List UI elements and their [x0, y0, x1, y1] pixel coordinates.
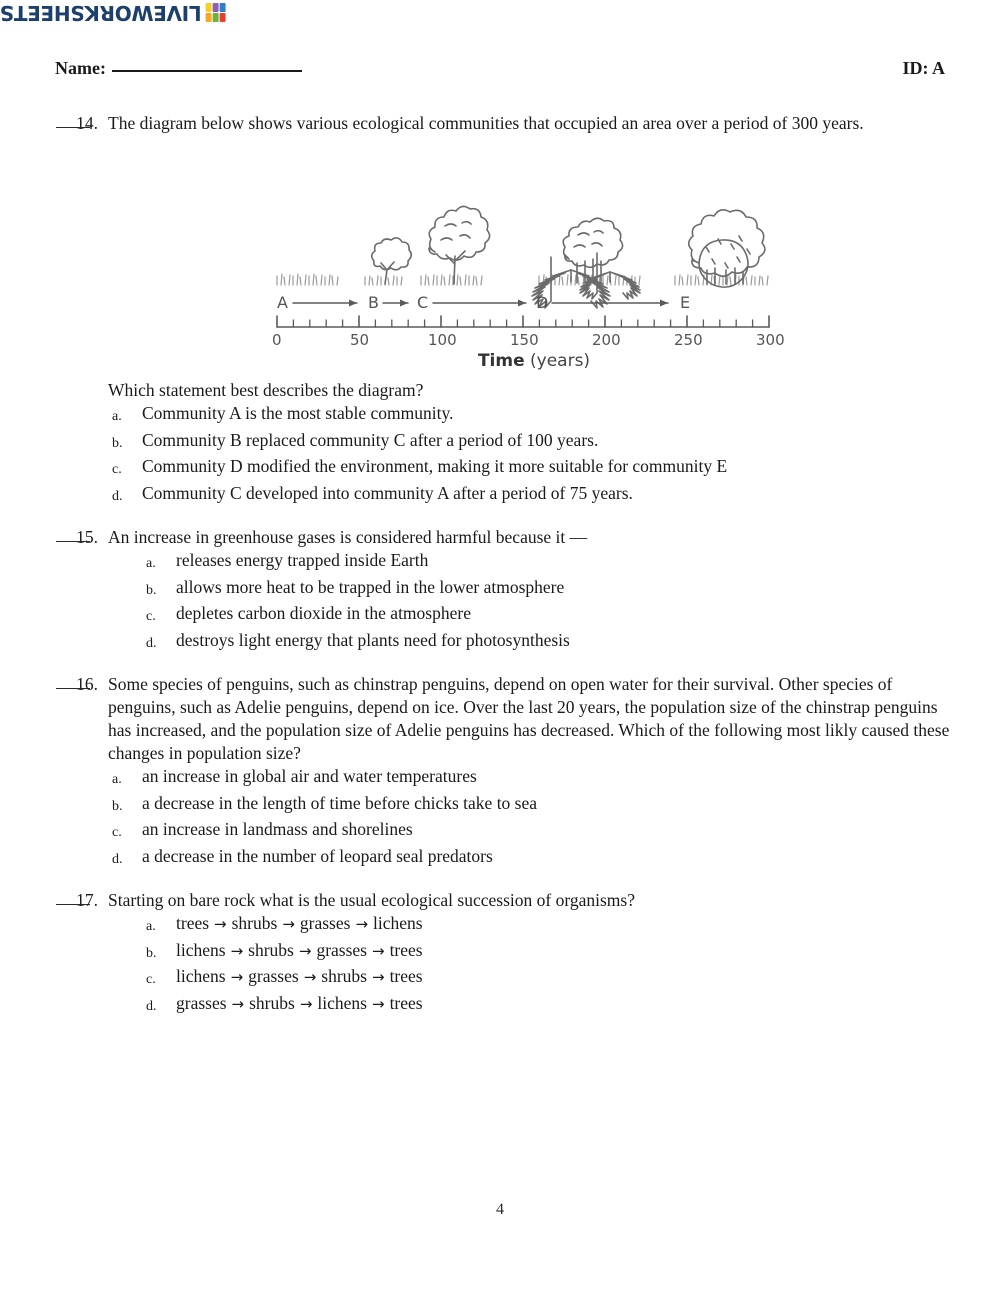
choice-16-c[interactable] [112, 818, 960, 845]
choice-15-b[interactable] [146, 576, 960, 603]
question-subprompt-14: Which statement best describes the diagram? [108, 380, 424, 400]
choice-text: releases energy trapped inside Earth [176, 550, 429, 570]
choice-letter: a. [112, 772, 122, 787]
liveworksheets-logo [0, 0, 226, 26]
choice-14-c[interactable] [112, 455, 960, 482]
right-arrow-icon: → [230, 968, 244, 986]
choice-15-c[interactable] [146, 602, 960, 629]
axis-tick-200: 200 [592, 331, 621, 348]
name-label: Name: [55, 58, 106, 78]
sequence-term: shrubs [321, 966, 367, 986]
right-arrow-icon: → [298, 941, 312, 960]
stage-e-deciduous-forest [689, 210, 765, 287]
sequence-term: grasses [299, 913, 351, 933]
colored-squares-grid-icon [206, 4, 226, 23]
choice-17-a[interactable] [146, 912, 960, 939]
succession-arrows [293, 300, 668, 307]
answer-blank-14[interactable] [56, 126, 90, 128]
sequence-term: grasses [248, 966, 299, 986]
right-arrow-icon: → [282, 915, 295, 933]
form-id-label: ID: A [902, 58, 945, 78]
choice-text: destroys light energy that plants need for photosynthesis [176, 629, 570, 650]
sequence-term: grasses [176, 992, 227, 1013]
axis-tick-300: 300 [756, 331, 785, 348]
question-number-14: 14. [76, 113, 98, 133]
right-arrow-icon: → [214, 915, 227, 933]
right-arrow-icon: → [303, 968, 317, 986]
sequence-term: lichens [176, 966, 226, 986]
diagram-caption-bold: Time [477, 351, 525, 371]
choice-15-d[interactable] [146, 629, 960, 656]
sequence-term: trees [389, 992, 423, 1013]
choice-16-d[interactable] [112, 845, 960, 872]
succession-diagram-figure [108, 143, 960, 373]
right-arrow-icon: → [231, 994, 245, 1013]
answer-blank-16[interactable] [56, 687, 90, 689]
name-field-group [55, 58, 302, 79]
sequence-term: lichens [373, 913, 423, 933]
question-number-15: 15. [76, 527, 98, 547]
succession-diagram-svg [269, 143, 799, 348]
name-input-line[interactable] [112, 69, 302, 72]
choices-14 [108, 402, 960, 508]
axis-tick-150: 150 [510, 331, 539, 348]
choice-letter: c. [112, 825, 122, 840]
choice-letter: b. [112, 435, 123, 451]
question-15 [0, 526, 1000, 655]
choice-14-d[interactable] [112, 482, 960, 509]
sequence-term: trees [389, 939, 423, 960]
page-number: 4 [496, 1201, 504, 1218]
choice-17-c[interactable] [146, 965, 960, 992]
choice-letter: d. [112, 488, 123, 504]
diagram-caption-rest: (years) [524, 351, 591, 371]
worksheet-header [55, 58, 945, 79]
choice-text: Community D modified the environment, making it more suitable for community E [142, 456, 728, 476]
right-arrow-icon: → [371, 994, 385, 1013]
choice-text: a decrease in the length of time before chicks take to sea [142, 792, 538, 813]
choice-16-a[interactable] [112, 765, 960, 792]
question-stem-14: The diagram below shows various ecological communities that occupied an area over a period of 300 years. [108, 113, 864, 133]
answer-blank-15[interactable] [56, 540, 90, 542]
axis-tick-50: 50 [350, 331, 370, 348]
choice-text: depletes carbon dioxide in the atmosphere [176, 603, 471, 623]
choice-16-b[interactable] [112, 792, 960, 819]
choice-letter: a. [112, 409, 122, 424]
choice-text: Community A is the most stable community. [142, 403, 454, 423]
choice-letter: b. [146, 945, 157, 961]
question-16 [0, 673, 1000, 871]
choice-text [176, 992, 960, 1017]
choice-14-b[interactable] [112, 429, 960, 456]
choice-letter: a. [146, 556, 156, 571]
axis-tick-0: 0 [272, 331, 282, 348]
page-footer [0, 1201, 1000, 1219]
question-14 [0, 112, 1000, 508]
sequence-term: shrubs [249, 992, 295, 1013]
question-stem-16: Some species of penguins, such as chinstrap penguins, depend on open water for their survival. Other species of penguins, such as Adelie penguins, depend on ice. Over the last 20 years, the population size of the chinstrap penguins has increased, and the population size of Adelie penguins has decreased. Which of the following most likly caused these changes in population size? [108, 674, 950, 763]
choice-17-b[interactable] [146, 939, 960, 966]
choice-letter: d. [112, 851, 123, 867]
question-17 [0, 889, 1000, 1018]
choices-16 [108, 765, 960, 871]
sequence-term: trees [389, 966, 423, 986]
choice-letter: b. [112, 798, 123, 814]
choice-text [176, 965, 960, 990]
choice-letter: b. [146, 582, 157, 598]
choice-15-a[interactable] [146, 549, 960, 576]
sequence-term: trees [176, 913, 210, 933]
choice-text: an increase in global air and water temperatures [142, 766, 477, 786]
right-arrow-icon: → [371, 941, 385, 960]
sequence-term: shrubs [231, 913, 278, 933]
right-arrow-icon: → [230, 941, 244, 960]
questions-container [0, 112, 1000, 1036]
stage-label-c: C [417, 293, 429, 312]
ground-grass [277, 274, 768, 285]
choice-text [176, 912, 960, 937]
choice-letter: d. [146, 635, 157, 651]
choice-letter: c. [146, 609, 156, 624]
question-stem-15: An increase in greenhouse gases is considered harmful because it — [108, 527, 588, 547]
stage-label-d: D [536, 293, 549, 312]
question-stem-17: Starting on bare rock what is the usual ecological succession of organisms? [108, 890, 635, 910]
choice-14-a[interactable] [112, 402, 960, 429]
choice-letter: c. [146, 972, 156, 987]
right-arrow-icon: → [371, 968, 385, 986]
axis-tick-100: 100 [428, 331, 457, 348]
sequence-term: lichens [176, 939, 226, 960]
sequence-term: shrubs [248, 939, 294, 960]
choice-text: a decrease in the number of leopard seal predators [142, 845, 493, 866]
time-axis [277, 316, 769, 327]
choice-text: Community C developed into community A after a period of 75 years. [142, 482, 633, 503]
stage-label-e: E [680, 293, 691, 312]
question-number-17: 17. [76, 890, 98, 910]
stage-label-b: B [368, 293, 379, 312]
right-arrow-icon: → [355, 915, 369, 933]
choice-text [176, 939, 960, 964]
right-arrow-icon: → [299, 994, 313, 1013]
question-number-16: 16. [76, 674, 98, 694]
diagram-caption [269, 350, 799, 373]
choices-17 [108, 912, 960, 1018]
choices-15 [108, 549, 960, 655]
sequence-term: lichens [317, 992, 367, 1013]
choice-text: Community B replaced community C after a period of 100 years. [142, 429, 599, 450]
logo-wordmark: LIVEWORKSHEETS [0, 1, 202, 25]
succession-diagram [269, 143, 799, 373]
stage-c-tree [429, 206, 490, 284]
choice-letter: a. [146, 919, 156, 934]
choice-text: allows more heat to be trapped in the lower atmosphere [176, 576, 565, 597]
choice-letter: c. [112, 462, 122, 477]
choice-17-d[interactable] [146, 992, 960, 1019]
sequence-term: grasses [316, 939, 367, 960]
stage-label-a: A [277, 293, 288, 312]
axis-tick-250: 250 [674, 331, 703, 348]
answer-blank-17[interactable] [56, 903, 90, 905]
choice-text: an increase in landmass and shorelines [142, 819, 413, 839]
choice-letter: d. [146, 998, 157, 1014]
